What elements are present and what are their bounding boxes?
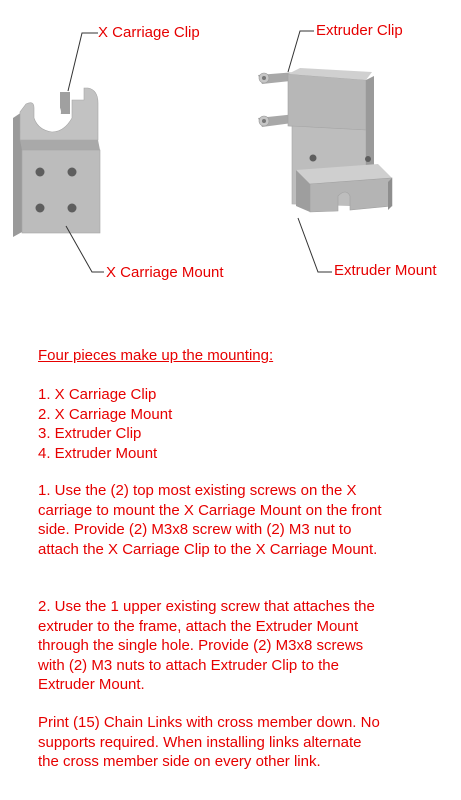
extruder-clip-block bbox=[288, 74, 366, 130]
parts-heading: Four pieces make up the mounting: bbox=[38, 347, 274, 364]
parts-list bbox=[38, 385, 172, 463]
extruder-clip-eye-hole bbox=[262, 76, 266, 80]
extruder-mount-hole bbox=[365, 156, 371, 162]
mount-hole bbox=[68, 168, 77, 177]
x-carriage-clip-slot bbox=[43, 103, 61, 121]
label-x-carriage-mount: X Carriage Mount bbox=[106, 264, 224, 281]
extruder-mount-hole bbox=[310, 155, 317, 162]
label-x-carriage-clip: X Carriage Clip bbox=[98, 24, 200, 41]
x-carriage-assembly bbox=[13, 88, 100, 237]
label-extruder-mount: Extruder Mount bbox=[334, 262, 437, 279]
x-carriage-ledge bbox=[20, 140, 100, 150]
x-carriage-mount-front bbox=[22, 150, 100, 233]
leader-extruder-clip bbox=[288, 31, 314, 72]
mount-hole bbox=[68, 204, 77, 213]
list-item: 4. Extruder Mount bbox=[38, 444, 158, 462]
extruder-shelf-end bbox=[388, 178, 392, 210]
parts-illustration bbox=[0, 0, 461, 300]
instruction-x-carriage: 1. Use the (2) top most existing screws on the X carriage to mount the X Carriage Mount on the front side. Provide (2) M3x8 screw with (2) M3 nut to attach the X Carriage Clip to the X Carriage Mount. bbox=[38, 482, 382, 558]
extruder-shelf-front bbox=[310, 178, 392, 212]
instruction-extruder: 2. Use the 1 upper existing screw that attaches the extruder to the frame, attach the Extruder Mount through the single hole. Provide (2) M3x8 screws with (2) M3 nuts to attach Extruder Clip to the Extruder Mount. bbox=[38, 598, 375, 693]
instruction-chain-links: Print (15) Chain Links with cross member down. No supports required. When installing links alternate the cross member side on every other link. bbox=[38, 714, 380, 770]
label-extruder-clip: Extruder Clip bbox=[316, 22, 403, 39]
leader-x-carriage-clip bbox=[68, 33, 98, 91]
list-item: 3. Extruder Clip bbox=[38, 425, 142, 442]
list-item: 2. X Carriage Mount bbox=[38, 405, 173, 423]
extruder-assembly bbox=[258, 68, 392, 212]
mount-hole bbox=[36, 168, 45, 177]
leader-extruder-mount bbox=[298, 218, 332, 272]
mount-hole bbox=[36, 204, 45, 213]
list-item: 1. X Carriage Clip bbox=[38, 386, 157, 403]
extruder-clip-eye-hole bbox=[262, 119, 266, 123]
x-carriage-clip-hook bbox=[60, 92, 70, 114]
